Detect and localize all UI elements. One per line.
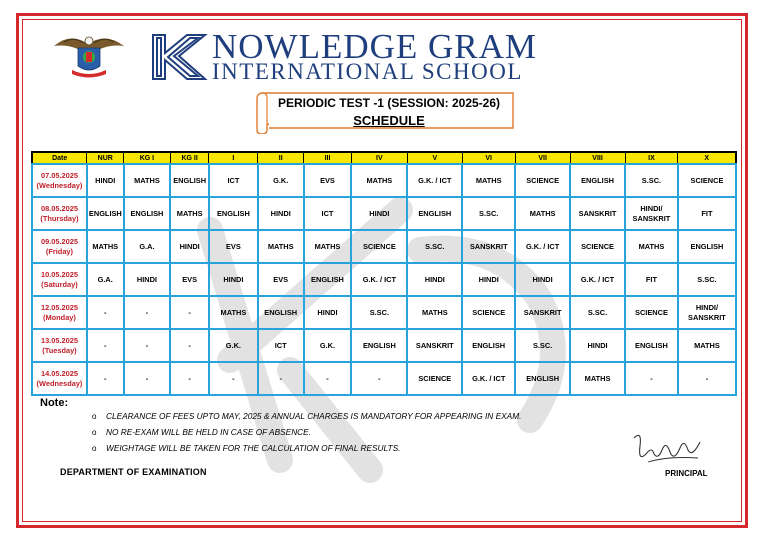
school-k-logo	[150, 33, 208, 81]
column-header: I	[209, 152, 258, 164]
column-header: X	[678, 152, 736, 164]
subject-cell: G.K. / ICT	[462, 362, 515, 395]
subject-cell: MATHS	[209, 296, 258, 329]
subject-cell: G.K.	[304, 329, 352, 362]
date-cell	[32, 230, 87, 263]
subject-cell: S.SC.	[462, 197, 515, 230]
subject-cell: -	[87, 362, 124, 395]
subject-cell: SCIENCE	[351, 230, 407, 263]
note-bullet: o	[92, 412, 97, 421]
subject-cell: -	[124, 329, 171, 362]
column-header: KG I	[124, 152, 171, 164]
subject-cell: -	[170, 362, 209, 395]
schedule-heading: SCHEDULE	[353, 113, 425, 128]
subject-cell: ENGLISH	[570, 164, 625, 197]
exam-day: (Monday)	[43, 312, 76, 322]
subject-cell: -	[124, 296, 171, 329]
subject-cell: HINDI	[515, 263, 570, 296]
date-cell	[32, 296, 87, 329]
subject-cell: -	[170, 296, 209, 329]
subject-cell: ENGLISH	[515, 362, 570, 395]
subject-cell: MATHS	[170, 197, 209, 230]
subject-cell: ENGLISH	[407, 197, 462, 230]
column-header: IX	[625, 152, 678, 164]
note-bullet: o	[92, 428, 97, 437]
subject-cell: MATHS	[462, 164, 515, 197]
subject-cell: HINDI	[258, 197, 304, 230]
subject-cell: G.A.	[87, 263, 124, 296]
subject-cell: ENGLISH	[209, 197, 258, 230]
subject-cell: ENGLISH	[124, 197, 171, 230]
table-header-row	[32, 152, 736, 164]
subject-cell: SANSKRIT	[462, 230, 515, 263]
exam-day: (Saturday)	[41, 279, 78, 289]
subject-cell: HINDI	[462, 263, 515, 296]
subject-cell: G.K. / ICT	[407, 164, 462, 197]
table-row	[32, 296, 736, 329]
subject-cell: -	[87, 296, 124, 329]
subject-cell: MATHS	[678, 329, 736, 362]
exam-day: (Friday)	[45, 246, 74, 256]
column-header: VII	[515, 152, 570, 164]
exam-date: 09.05.2025	[40, 236, 78, 246]
subject-cell: HINDI	[87, 164, 124, 197]
note-text: CLEARANCE OF FEES UPTO MAY, 2025 & ANNUAL CHARGES IS MANDATORY FOR APPEARING IN EXAM.	[106, 411, 522, 421]
subject-cell: EVS	[170, 263, 209, 296]
subject-cell: SCIENCE	[570, 230, 625, 263]
subject-cell: FIT	[625, 263, 678, 296]
subject-cell: HINDI	[407, 263, 462, 296]
date-cell	[32, 329, 87, 362]
subject-cell: FIT	[678, 197, 736, 230]
subject-cell: G.K. / ICT	[570, 263, 625, 296]
column-header: III	[304, 152, 352, 164]
table-row	[32, 197, 736, 230]
subject-cell: MATHS	[124, 164, 171, 197]
subject-cell: MATHS	[407, 296, 462, 329]
principal-label: PRINCIPAL	[665, 469, 708, 478]
subject-cell: MATHS	[351, 164, 407, 197]
column-header: IV	[351, 152, 407, 164]
table-row	[32, 230, 736, 263]
exam-date: 10.05.2025	[40, 269, 78, 279]
subject-cell: -	[304, 362, 352, 395]
subject-cell: -	[351, 362, 407, 395]
subject-cell: MATHS	[87, 230, 124, 263]
table-row	[32, 164, 736, 197]
principal-signature	[628, 428, 708, 472]
note-text: NO RE-EXAM WILL BE HELD IN CASE OF ABSENCE.	[106, 427, 312, 437]
subject-cell: MATHS	[258, 230, 304, 263]
subject-cell: ENGLISH	[304, 263, 352, 296]
subject-cell: S.SC.	[625, 164, 678, 197]
column-header: KG II	[170, 152, 209, 164]
subject-cell: -	[625, 362, 678, 395]
column-header: VIII	[570, 152, 625, 164]
subject-cell: ENGLISH	[678, 230, 736, 263]
subject-cell: MATHS	[515, 197, 570, 230]
subject-cell: SANSKRIT	[570, 197, 625, 230]
subject-cell: G.K. / ICT	[351, 263, 407, 296]
subject-cell: ICT	[258, 329, 304, 362]
school-name-line2: INTERNATIONAL SCHOOL	[212, 59, 523, 84]
table-row	[32, 329, 736, 362]
exam-date: 07.05.2025	[40, 170, 78, 180]
subject-cell: HINDI	[570, 329, 625, 362]
subject-cell: SCIENCE	[407, 362, 462, 395]
subject-cell: G.A.	[124, 230, 171, 263]
note-bullet: o	[92, 444, 97, 453]
department-name: DEPARTMENT OF EXAMINATION	[60, 467, 207, 477]
subject-cell: -	[678, 362, 736, 395]
subject-cell: EVS	[258, 263, 304, 296]
exam-date: 13.05.2025	[40, 335, 78, 345]
subject-cell: HINDI	[170, 230, 209, 263]
subject-cell: ENGLISH	[625, 329, 678, 362]
subject-cell: HINDI	[124, 263, 171, 296]
note-label: Note:	[40, 397, 69, 409]
subject-cell: ENGLISH	[351, 329, 407, 362]
subject-cell: S.SC.	[515, 329, 570, 362]
date-cell	[32, 362, 87, 395]
date-cell	[32, 197, 87, 230]
column-header: V	[407, 152, 462, 164]
subject-cell: SCIENCE	[678, 164, 736, 197]
subject-cell: G.K.	[258, 164, 304, 197]
date-cell	[32, 263, 87, 296]
subject-cell: SANSKRIT	[515, 296, 570, 329]
table-row	[32, 362, 736, 395]
subject-cell: ENGLISH	[87, 197, 124, 230]
subject-cell: -	[258, 362, 304, 395]
subject-cell: -	[124, 362, 171, 395]
subject-cell: EVS	[304, 164, 352, 197]
exam-title: PERIODIC TEST -1 (SESSION: 2025-26)	[277, 96, 501, 110]
note-item	[92, 427, 311, 437]
subject-cell: EVS	[209, 230, 258, 263]
subject-cell: G.K.	[209, 329, 258, 362]
date-cell	[32, 164, 87, 197]
note-text: WEIGHTAGE WILL BE TAKEN FOR THE CALCULATION OF FINAL RESULTS.	[106, 443, 401, 453]
column-header: II	[258, 152, 304, 164]
subject-cell: S.SC.	[351, 296, 407, 329]
subject-cell: SCIENCE	[625, 296, 678, 329]
exam-day: (Tuesday)	[42, 345, 77, 355]
subject-cell: S.SC.	[407, 230, 462, 263]
subject-cell: SANSKRIT	[407, 329, 462, 362]
subject-cell: SCIENCE	[515, 164, 570, 197]
subject-cell: ENGLISH	[462, 329, 515, 362]
note-item	[92, 411, 521, 421]
note-item	[92, 443, 400, 453]
subject-cell: HINDI/ SANSKRIT	[678, 296, 736, 329]
subject-cell: MATHS	[625, 230, 678, 263]
exam-date: 14.05.2025	[40, 368, 78, 378]
subject-cell: HINDI	[351, 197, 407, 230]
subject-cell: HINDI/ SANSKRIT	[625, 197, 678, 230]
column-header: NUR	[87, 152, 124, 164]
exam-date: 12.05.2025	[40, 302, 78, 312]
subject-cell: ICT	[209, 164, 258, 197]
subject-cell: -	[170, 329, 209, 362]
subject-cell: HINDI	[209, 263, 258, 296]
exam-day: (Wednesday)	[36, 378, 83, 388]
subject-cell: SCIENCE	[462, 296, 515, 329]
table-row	[32, 263, 736, 296]
subject-cell: S.SC.	[678, 263, 736, 296]
subject-cell: G.K. / ICT	[515, 230, 570, 263]
subject-cell: -	[209, 362, 258, 395]
subject-cell: -	[87, 329, 124, 362]
exam-schedule-table	[31, 151, 737, 396]
subject-cell: ICT	[304, 197, 352, 230]
column-header: VI	[462, 152, 515, 164]
exam-day: (Thursday)	[40, 213, 79, 223]
exam-date: 08.05.2025	[40, 203, 78, 213]
subject-cell: MATHS	[304, 230, 352, 263]
subject-cell: HINDI	[304, 296, 352, 329]
school-name-line1: NOWLEDGE GRAM	[212, 27, 538, 66]
subject-cell: ENGLISH	[170, 164, 209, 197]
exam-day: (Wednesday)	[36, 180, 83, 190]
column-header: Date	[32, 152, 87, 164]
subject-cell: S.SC.	[570, 296, 625, 329]
subject-cell: ENGLISH	[258, 296, 304, 329]
school-crest-logo	[50, 30, 128, 80]
subject-cell: MATHS	[570, 362, 625, 395]
